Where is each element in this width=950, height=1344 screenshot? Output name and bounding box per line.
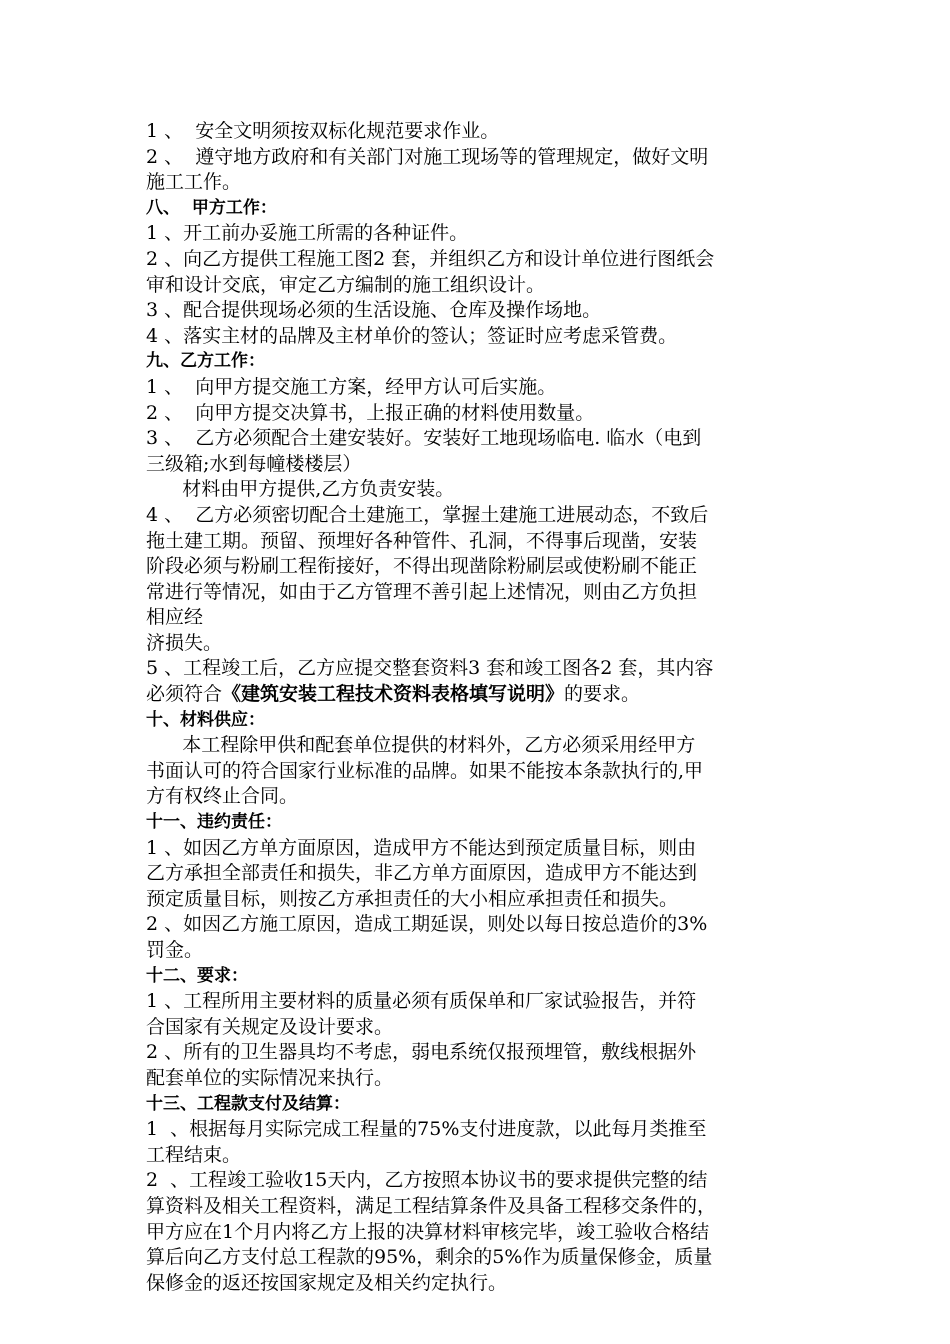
text-line: 2 、工程竣工验收15天内，乙方按照本协议书的要求提供完整的结 — [146, 1169, 708, 1192]
text-line: 4 、落实主材的品牌及主材单价的签认；签证时应考虑采管费。 — [146, 324, 678, 347]
text-line: 1 、 向甲方提交施工方案，经甲方认可后实施。 — [146, 375, 557, 398]
text-line: 相应经 — [146, 606, 204, 629]
text-line: 1 、如因乙方单方面原因，造成甲方不能达到预定质量目标，则由 — [146, 836, 697, 859]
text-line: 3 、 乙方必须配合土建安装好。安装好工地现场临电. 临水（电到 — [146, 427, 702, 450]
text-line: 2 、所有的卫生器具均不考虑，弱电系统仅报预埋管，敷线根据外 — [146, 1041, 697, 1064]
text-line: 1 、根据每月实际完成工程量的75%支付进度款，以此每月类推至 — [146, 1118, 707, 1141]
text-line: 拖土建工期。预留、预埋好各种管件、孔洞，不得事后现凿，安装 — [146, 529, 698, 552]
text-line: 济损失。 — [146, 631, 223, 654]
text-line: 本工程除甲供和配套单位提供的材料外，乙方必须采用经甲方 — [146, 734, 696, 757]
text-line: 材料由甲方提供,乙方负责安装。 — [146, 478, 455, 501]
text-line: 罚金。 — [146, 939, 204, 961]
text-line: 阶段必须与粉刷工程衔接好，不得出现凿除粉刷层或使粉刷不能正 — [146, 555, 698, 578]
text-line: 算后向乙方支付总工程款的95%，剩余的5%作为质量保修金，质量 — [146, 1246, 713, 1269]
text-line: 预定质量目标，则按乙方承担责任的大小相应承担责任和损失。 — [146, 887, 679, 910]
text-line: 方有权终止合同。 — [146, 785, 299, 808]
text-line: 合国家有关规定及设计要求。 — [146, 1015, 394, 1038]
text-line: 审和设计交底，审定乙方编制的施工组织设计。 — [146, 273, 546, 296]
text-line: 常进行等情况，如由于乙方管理不善引起上述情况，则由乙方负担 — [146, 580, 698, 603]
text-line: 2 、 向甲方提交决算书，上报正确的材料使用数量。 — [146, 401, 595, 424]
text-line: 保修金的返还按国家规定及相关约定执行。 — [146, 1271, 508, 1294]
section-heading: 十、材料供应： — [146, 709, 265, 730]
section-heading: 十三、工程款支付及结算： — [146, 1093, 350, 1114]
text-line: 施工工作。 — [146, 171, 242, 194]
document-title-reference: 《建筑安装工程技术资料表格填写说明》 — [222, 683, 565, 706]
text-line: 1 、开工前办妥施工所需的各种证件。 — [146, 222, 469, 245]
text-line: 1 、工程所用主要材料的质量必须有质保单和厂家试验报告，并符 — [146, 990, 697, 1013]
section-heading: 八、 甲方工作： — [146, 197, 277, 218]
text-line: 书面认可的符合国家行业标准的品牌。如果不能按本条款执行的,甲 — [146, 759, 704, 782]
text-line: 3 、配合提供现场必须的生活设施、仓库及操作场地。 — [146, 299, 602, 322]
text-line: 乙方承担全部责任和损失，非乙方单方面原因，造成甲方不能达到 — [146, 862, 698, 885]
text-line: 甲方应在1个月内将乙方上报的决算材料审核完毕，竣工验收合格结 — [146, 1220, 710, 1243]
document-body — [146, 119, 811, 1296]
text-line: 5 、工程竣工后，乙方应提交整套资料3 套和竣工图各2 套，其内容 — [146, 657, 714, 680]
text-segment: 的要求。 — [564, 683, 641, 706]
text-line — [146, 682, 811, 708]
text-line: 2 、向乙方提供工程施工图2 套，并组织乙方和设计单位进行图纸会 — [146, 247, 715, 270]
text-line: 4 、 乙方必须密切配合土建施工，掌握土建施工进展动态，不致后 — [146, 503, 709, 526]
text-line: 1 、 安全文明须按双标化规范要求作业。 — [146, 120, 500, 142]
text-line: 2 、 遵守地方政府和有关部门对施工现场等的管理规定，做好文明 — [146, 145, 709, 168]
section-heading: 九、乙方工作： — [146, 351, 265, 372]
text-line: 配套单位的实际情况来执行。 — [146, 1066, 394, 1089]
text-line: 2 、如因乙方施工原因，造成工期延误，则处以每日按总造价的3% — [146, 913, 708, 936]
section-heading: 十二、要求： — [146, 965, 248, 986]
text-segment: 必须符合 — [146, 683, 223, 706]
text-line: 三级箱;水到每幢楼楼层） — [146, 452, 362, 475]
text-line: 算资料及相关工程资料，满足工程结算条件及具备工程移交条件的， — [146, 1194, 717, 1217]
section-heading: 十一、违约责任： — [146, 812, 282, 833]
text-line: 工程结束。 — [146, 1143, 242, 1166]
